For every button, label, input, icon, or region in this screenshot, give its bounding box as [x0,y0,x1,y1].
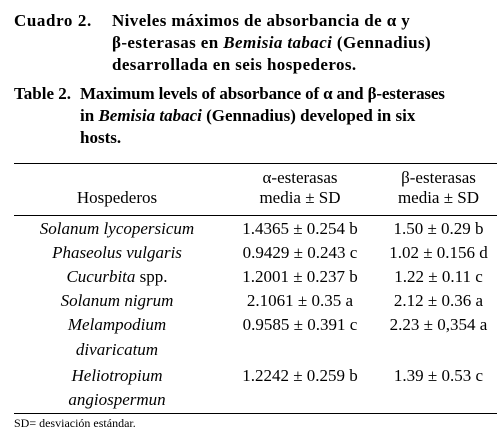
host-name: Heliotropium [71,366,163,385]
alpha-value: 0.9585 ± 0.391 c [242,315,358,334]
caption-es-label: Cuadro 2. [14,11,92,30]
header-host: Hospederos [76,188,158,207]
header-beta-line1: β-esterasas [401,168,476,187]
alpha-value: 2.1061 ± 0.35 a [246,291,354,310]
table-bottom-rule [14,413,497,414]
table-top-rule [14,163,497,164]
beta-value: 2.23 ± 0,354 a [389,315,488,334]
table-header-rule [14,215,497,216]
caption-es-line2-start: β-esterasas en [112,33,224,52]
table-row-host [14,366,220,386]
alpha-value: 1.2242 ± 0.259 b [242,366,358,385]
beta-value: 1.22 ± 0.11 c [394,267,483,286]
caption-en-species: Bemisia tabaci [98,106,202,125]
host-name: Solanum nigrum [60,291,174,310]
host-suffix: spp. [135,267,168,286]
host-name-cont: divaricatum [75,340,159,359]
caption-es-line2 [0,32,504,54]
caption-en-line3: hosts. [80,128,122,147]
caption-spanish [0,10,504,76]
table-row-host [14,291,220,311]
table-row-host-cont [14,390,220,410]
caption-en-line2-start: in [80,106,99,125]
alpha-value: 1.4365 ± 0.254 b [242,219,358,238]
header-beta-line2: media ± SD [397,188,480,207]
beta-value: 1.39 ± 0.53 c [393,366,484,385]
beta-value: 1.02 ± 0.156 d [389,243,488,262]
host-name: Phaseolus vulgaris [52,243,182,262]
caption-en-line1: Maximum levels of absorbance of α and β-esterases [80,84,445,103]
caption-es-line1: Niveles máximos de absorbancia de α y [112,11,411,30]
caption-es-line3: desarrollada en seis hospederos. [112,55,357,74]
beta-value: 2.12 ± 0.36 a [393,291,484,310]
header-alpha-line2: media ± SD [259,188,341,207]
header-alpha-line1: α-esterasas [262,168,338,187]
table-row-host [14,315,220,335]
caption-es-species: Bemisia tabaci [223,33,333,52]
host-name: Melampodium [67,315,167,334]
caption-es-line2-end: (Gennadius) [332,33,432,52]
host-name: Cucurbita [66,267,136,286]
caption-english [0,83,504,149]
caption-en-line2 [0,105,504,127]
host-name-cont: angiospermun [68,390,166,409]
table-row-host-cont [14,340,220,360]
alpha-value: 0.9429 ± 0.243 c [242,243,358,262]
table-row-host [14,219,220,239]
host-name: Solanum lycopersicum [39,219,195,238]
caption-en-line2-end: (Gennadius) developed in six [201,106,416,125]
table-row-host [14,267,220,287]
beta-value: 1.50 ± 0.29 b [393,219,484,238]
alpha-value: 1.2001 ± 0.237 b [242,267,358,286]
table-row-host [14,243,220,263]
footnote: SD= desviación estándar. [14,416,136,430]
caption-en-label: Table 2. [14,84,72,103]
